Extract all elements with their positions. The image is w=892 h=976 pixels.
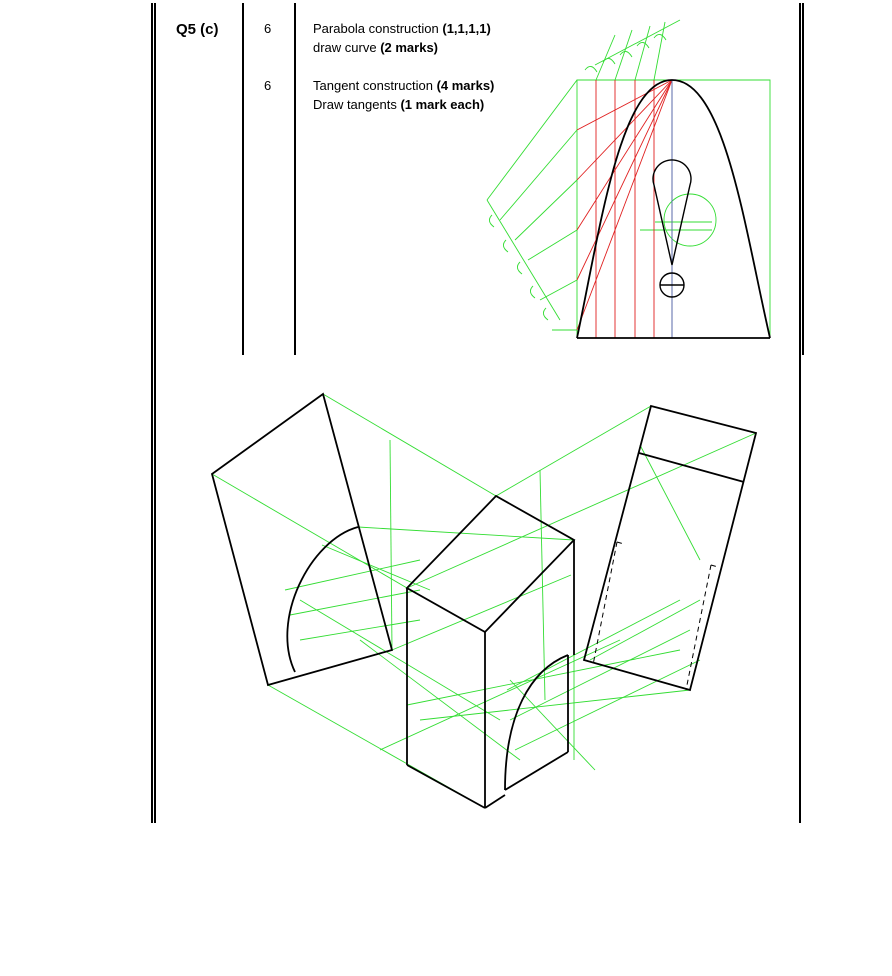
row-1-marks: 6	[264, 21, 272, 36]
right-face-view	[584, 406, 756, 690]
row-1-line-2: draw curve (2 marks)	[313, 40, 439, 55]
row-2-line-2: Draw tangents (1 mark each)	[313, 97, 485, 112]
row-2-line-1: Tangent construction (4 marks)	[313, 78, 495, 93]
centre-block-view	[407, 496, 574, 808]
left-face-view	[212, 394, 392, 685]
row-2-marks: 6	[264, 78, 272, 93]
row-1-line-1: Parabola construction (1,1,1,1)	[313, 21, 491, 36]
question-label: Q5 (c)	[176, 21, 219, 38]
